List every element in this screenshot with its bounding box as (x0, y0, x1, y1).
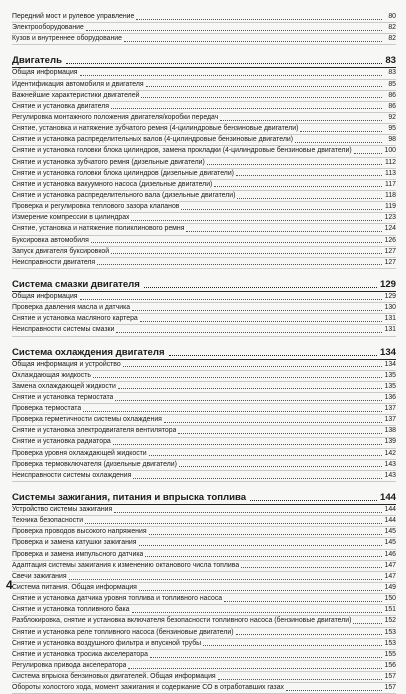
toc-entry-title: Проверка герметичности системы охлаждения (12, 416, 162, 424)
dot-leader (179, 466, 382, 467)
toc-entry-title: Снятие и установка тросика акселератора (12, 650, 148, 658)
toc-entry[interactable] (12, 438, 396, 449)
toc-entry[interactable] (12, 550, 396, 561)
toc-entry[interactable] (12, 202, 396, 213)
dot-leader (220, 120, 382, 121)
toc-entry-title: Снятие и установка зубчатого ремня (дизельные двигатели) (12, 158, 205, 166)
toc-entry-title: Проверка термовключателя (дизельные двигатели) (12, 460, 177, 468)
toc-entry-page: 112 (385, 158, 396, 166)
toc-entry-page: 127 (384, 258, 396, 266)
toc-entry[interactable] (12, 314, 396, 325)
toc-entry-title: Свечи зажигания (12, 572, 67, 580)
toc-entry-title: Снятие и установка топливного бака (12, 606, 130, 614)
dot-leader (178, 433, 382, 434)
toc-entry[interactable] (12, 102, 396, 113)
toc-entry-title: Кузов и внутреннее оборудование (12, 35, 122, 43)
toc-entry-page: 138 (384, 427, 396, 435)
dot-leader (115, 400, 382, 401)
dot-leader (86, 30, 382, 31)
toc-entry[interactable] (12, 527, 396, 538)
toc-entry[interactable] (12, 460, 396, 471)
toc-entry-title: Снятие, установка и натяжение поликлинового ремня (12, 225, 185, 233)
toc-entry-title: Система впрыска бензиновых двигателей. Общая информация (12, 673, 216, 681)
dot-leader (144, 287, 377, 288)
toc-entry-title: Система смазки двигателя (12, 278, 140, 290)
toc-entry-title: Регулировка привода акселератора (12, 662, 127, 670)
toc-entry[interactable] (12, 80, 396, 91)
toc-entry-title: Разблокировка, снятие и установка включателя безопасности топливного насоса (бензиновые двигатели) (12, 617, 352, 625)
dot-leader (164, 422, 382, 423)
toc-entry-title: Устройство системы зажигания (12, 506, 113, 514)
toc-entry[interactable] (12, 516, 396, 527)
dot-leader (181, 209, 382, 210)
toc-entry-title: Снятие и установка датчика уровня топлива и топливного насоса (12, 595, 223, 603)
dot-leader (207, 164, 382, 165)
toc-entry-page: 124 (384, 225, 396, 233)
dot-leader (224, 601, 382, 602)
toc-entry-page: 131 (384, 315, 396, 323)
toc-entry-title: Регулировка монтажного положения двигателя/коробки передач (12, 113, 219, 121)
dot-leader (91, 242, 382, 243)
toc-entry[interactable] (12, 650, 396, 661)
toc-entry[interactable] (12, 628, 396, 639)
toc-entry-page: 83 (385, 55, 396, 67)
toc-entry[interactable] (12, 672, 396, 683)
dot-leader (236, 175, 382, 176)
dot-leader (186, 231, 382, 232)
toc-entry[interactable] (12, 538, 396, 549)
toc-entry[interactable] (12, 68, 396, 79)
toc-entry[interactable] (12, 34, 396, 45)
toc-entry-title: Проверка и замена импульсного датчика (12, 550, 144, 558)
toc-entry-page: 147 (384, 572, 396, 580)
dot-leader (116, 332, 382, 333)
toc-entry[interactable] (12, 124, 396, 135)
toc-entry[interactable] (12, 561, 396, 572)
dot-leader (136, 19, 382, 20)
toc-entry-page: 113 (385, 169, 396, 177)
toc-entry-page: 144 (384, 506, 396, 514)
toc-entry-page: 155 (384, 650, 396, 658)
toc-entry[interactable] (12, 471, 396, 482)
toc-entry-page: 100 (384, 147, 396, 155)
toc-entry-title: Система охлаждения двигателя (12, 346, 165, 358)
toc-entry[interactable] (12, 247, 396, 258)
toc-entry-title: Снятие и установка распределительных валов (4-цилиндровые бензиновые двигатели) (12, 136, 294, 144)
toc-entry-page: 157 (384, 684, 396, 692)
toc-entry-title: Неисправности системы смазки (12, 326, 115, 334)
dot-leader (93, 377, 382, 378)
toc-entry[interactable] (12, 213, 396, 224)
toc-entry-page: 142 (384, 449, 396, 457)
toc-entry[interactable] (12, 135, 396, 146)
toc-entry-page: 134 (379, 346, 396, 358)
dot-leader (97, 264, 382, 265)
toc-entry[interactable] (12, 449, 396, 460)
dot-leader (111, 253, 382, 254)
dot-leader (132, 612, 382, 613)
toc-entry[interactable] (12, 415, 396, 426)
toc-entry-title: Запуск двигателя буксировкой (12, 247, 110, 255)
toc-entry-page: 127 (384, 247, 396, 255)
toc-entry[interactable] (12, 661, 396, 672)
toc-entry-title: Снятие и установка масляного картера (12, 315, 138, 323)
toc-entry[interactable] (12, 616, 396, 627)
toc-entry-page: 83 (388, 69, 396, 77)
toc-entry-title: Измерение компрессии в цилиндрах (12, 214, 130, 222)
dot-leader (128, 668, 382, 669)
toc-entry-page: 137 (384, 405, 396, 413)
toc-entry[interactable] (12, 91, 396, 102)
toc-entry[interactable] (12, 146, 396, 157)
toc-entry[interactable] (12, 191, 396, 202)
dot-leader (203, 645, 382, 646)
toc-entry-title: Общая информация и устройство (12, 360, 121, 368)
toc-entry-page: 98 (388, 136, 396, 144)
dot-leader (146, 86, 382, 87)
dot-leader (141, 97, 382, 98)
toc-entry-title: Снятие и установка реле топливного насоса (бензиновые двигатели) (12, 628, 234, 636)
toc-section-heading[interactable] (12, 54, 396, 68)
dot-leader (124, 41, 382, 42)
toc-entry-title: Снятие и установка термостата (12, 393, 114, 401)
toc-entry-page: 153 (384, 639, 396, 647)
toc-entry-title: Снятие, установка и натяжение зубчатого ремня (4-цилиндровые бензиновые двигатели) (12, 125, 299, 133)
toc-entry-title: Буксировка автомобиля (12, 236, 89, 244)
dot-leader (111, 108, 382, 109)
dot-leader (66, 63, 382, 64)
toc-entry-page: 151 (384, 606, 396, 614)
toc-entry-page: 156 (384, 662, 396, 670)
toc-entry-page: 135 (384, 382, 396, 390)
toc-entry[interactable] (12, 572, 396, 583)
section-gap (12, 482, 396, 491)
toc-entry-title: Проверка и замена катушки зажигания (12, 539, 137, 547)
toc-entry-page: 130 (384, 304, 396, 312)
toc-entry-title: Адаптация системы зажигания к изменению октанового числа топлива (12, 561, 240, 569)
toc-entry-title: Проверка термостата (12, 405, 82, 413)
toc-entry-page: 126 (384, 236, 396, 244)
toc-entry-title: Снятие и установка вакуумного насоса (дизельные двигатели) (12, 180, 213, 188)
toc-entry-page: 136 (384, 393, 396, 401)
toc-entry[interactable] (12, 382, 396, 393)
toc-entry-page: 123 (384, 214, 396, 222)
toc-entry-title: Проверка проводов высокого напряжения (12, 528, 147, 536)
dot-leader (214, 186, 382, 187)
toc-entry-page: 85 (388, 80, 396, 88)
dot-leader (113, 444, 382, 445)
dot-leader (131, 220, 382, 221)
dot-leader (139, 545, 382, 546)
toc-entry-title: Снятие и установка распределительного вала (дизельные двигатели) (12, 191, 236, 199)
toc-entry[interactable] (12, 639, 396, 650)
dot-leader (80, 75, 382, 76)
toc-entry-page: 137 (384, 416, 396, 424)
toc-entry-page: 92 (388, 113, 396, 121)
dot-leader (354, 153, 382, 154)
toc-entry-page: 80 (388, 12, 396, 20)
toc-entry-title: Техника безопасности (12, 517, 84, 525)
toc-entry[interactable] (12, 426, 396, 437)
toc-entry[interactable] (12, 404, 396, 415)
toc-entry-page: 135 (384, 371, 396, 379)
toc-entry-page: 134 (384, 360, 396, 368)
dot-leader (218, 679, 382, 680)
toc-entry-title: Проверка уровня охлаждающей жидкости (12, 449, 147, 457)
toc-section-heading[interactable] (12, 278, 396, 292)
toc-entry-title: Обороты холостого хода, момент зажигания и содержание СО в отработавших газах (12, 684, 284, 692)
toc-entry-title: Передний мост и рулевое управление (12, 12, 135, 20)
toc-entry-page: 117 (385, 180, 396, 188)
toc-entry-page: 144 (384, 517, 396, 525)
toc-section-heading[interactable] (12, 491, 396, 505)
dot-leader (250, 500, 377, 501)
dot-leader (169, 355, 377, 356)
dot-leader (149, 534, 382, 535)
toc-entry-page: 147 (384, 561, 396, 569)
toc-entry[interactable] (12, 325, 396, 336)
toc-entry-title: Проверка давления масла и датчика (12, 304, 131, 312)
toc-entry-title: Снятие и установка воздушного фильтра и впускной трубы (12, 639, 202, 647)
toc-section-heading[interactable] (12, 346, 396, 360)
dot-leader (295, 142, 382, 143)
toc-entry-title: Проверка и регулировка теплового зазора клапанов (12, 203, 180, 211)
toc-entry-title: Неисправности системы охлаждения (12, 471, 132, 479)
dot-leader (133, 478, 382, 479)
toc-entry-page: 129 (384, 292, 396, 300)
toc-entry-page: 144 (379, 492, 396, 504)
toc-entry-title: Общая информация (12, 292, 78, 300)
dot-leader (83, 411, 382, 412)
toc-entry-page: 129 (379, 278, 396, 290)
toc-entry-title: Снятие и установка двигателя (12, 102, 109, 110)
dot-leader (139, 590, 382, 591)
toc-entry[interactable] (12, 303, 396, 314)
dot-leader (300, 131, 382, 132)
toc-entry-page: 152 (384, 617, 396, 625)
toc-entry[interactable] (12, 224, 396, 235)
dot-leader (150, 657, 382, 658)
toc-entry-page: 145 (384, 528, 396, 536)
toc-entry-title: Электрооборудование (12, 24, 84, 32)
dot-leader (80, 299, 382, 300)
dot-leader (237, 198, 382, 199)
toc-entry[interactable] (12, 23, 396, 34)
toc-entry-title: Система питания. Общая информация (12, 584, 137, 592)
toc-entry-page: 82 (388, 24, 396, 32)
toc-entry-title: Важнейшие характеристики двигателей (12, 91, 140, 99)
toc-entry-title: Двигатель (12, 55, 62, 67)
dot-leader (114, 512, 382, 513)
toc-entry[interactable] (12, 360, 396, 371)
section-gap (12, 269, 396, 278)
toc-entry-page: 119 (385, 203, 396, 211)
toc-entry-title: Снятие и установка электродвигателя вентилятора (12, 427, 177, 435)
toc-entry[interactable] (12, 292, 396, 303)
toc-entry-page: 153 (384, 628, 396, 636)
dot-leader (118, 388, 382, 389)
toc-entry-title: Неисправности двигателя (12, 258, 96, 266)
dot-leader (69, 579, 382, 580)
toc-entry[interactable] (12, 258, 396, 269)
toc-entry-page: 150 (384, 595, 396, 603)
toc-entry-title: Идентификация автомобиля и двигателя (12, 80, 144, 88)
toc-entry-page: 82 (388, 35, 396, 43)
toc-entry[interactable] (12, 683, 396, 694)
dot-leader (149, 455, 382, 456)
toc-entry-page: 143 (384, 460, 396, 468)
toc-entry-page: 86 (388, 102, 396, 110)
toc-entry-title: Системы зажигания, питания и впрыска топлива (12, 492, 247, 504)
toc-entry[interactable] (12, 169, 396, 180)
toc-entry-title: Снятие и установка радиатора (12, 438, 111, 446)
toc-entry[interactable] (12, 12, 396, 23)
table-of-contents (12, 12, 396, 694)
dot-leader (145, 556, 382, 557)
dot-leader (85, 523, 382, 524)
toc-entry-page: 86 (388, 91, 396, 99)
dot-leader (241, 567, 382, 568)
toc-entry[interactable] (12, 393, 396, 404)
toc-entry-page: 157 (384, 673, 396, 681)
toc-entry[interactable] (12, 583, 396, 594)
toc-entry-title: Общая информация (12, 69, 78, 77)
toc-entry[interactable] (12, 180, 396, 191)
toc-entry[interactable] (12, 236, 396, 247)
dot-leader (353, 623, 382, 624)
toc-entry-page: 143 (384, 471, 396, 479)
dot-leader (140, 321, 382, 322)
dot-leader (236, 634, 383, 635)
page-number: 4 (6, 578, 13, 592)
section-gap (12, 337, 396, 346)
dot-leader (286, 690, 382, 691)
toc-entry-title: Замена охлаждающей жидкости (12, 382, 116, 390)
toc-entry[interactable] (12, 158, 396, 169)
toc-entry[interactable] (12, 371, 396, 382)
toc-entry-title: Снятие и установка головки блока цилиндров, замена прокладки (4-цилиндровые бензиновые двигатели) (12, 147, 352, 155)
toc-entry-page: 95 (388, 125, 396, 133)
dot-leader (132, 310, 382, 311)
section-gap (12, 45, 396, 54)
toc-entry-page: 139 (384, 438, 396, 446)
toc-entry[interactable] (12, 505, 396, 516)
toc-entry-page: 149 (384, 584, 396, 592)
toc-entry-title: Охлаждающая жидкость (12, 371, 91, 379)
toc-entry[interactable] (12, 113, 396, 124)
toc-entry[interactable] (12, 605, 396, 616)
toc-entry-title: Снятие и установка головки блока цилиндров (дизельные двигатели) (12, 169, 234, 177)
toc-entry-page: 118 (385, 191, 396, 199)
dot-leader (123, 366, 382, 367)
toc-entry-page: 145 (384, 539, 396, 547)
toc-entry-page: 146 (384, 550, 396, 558)
toc-entry-page: 131 (384, 326, 396, 334)
